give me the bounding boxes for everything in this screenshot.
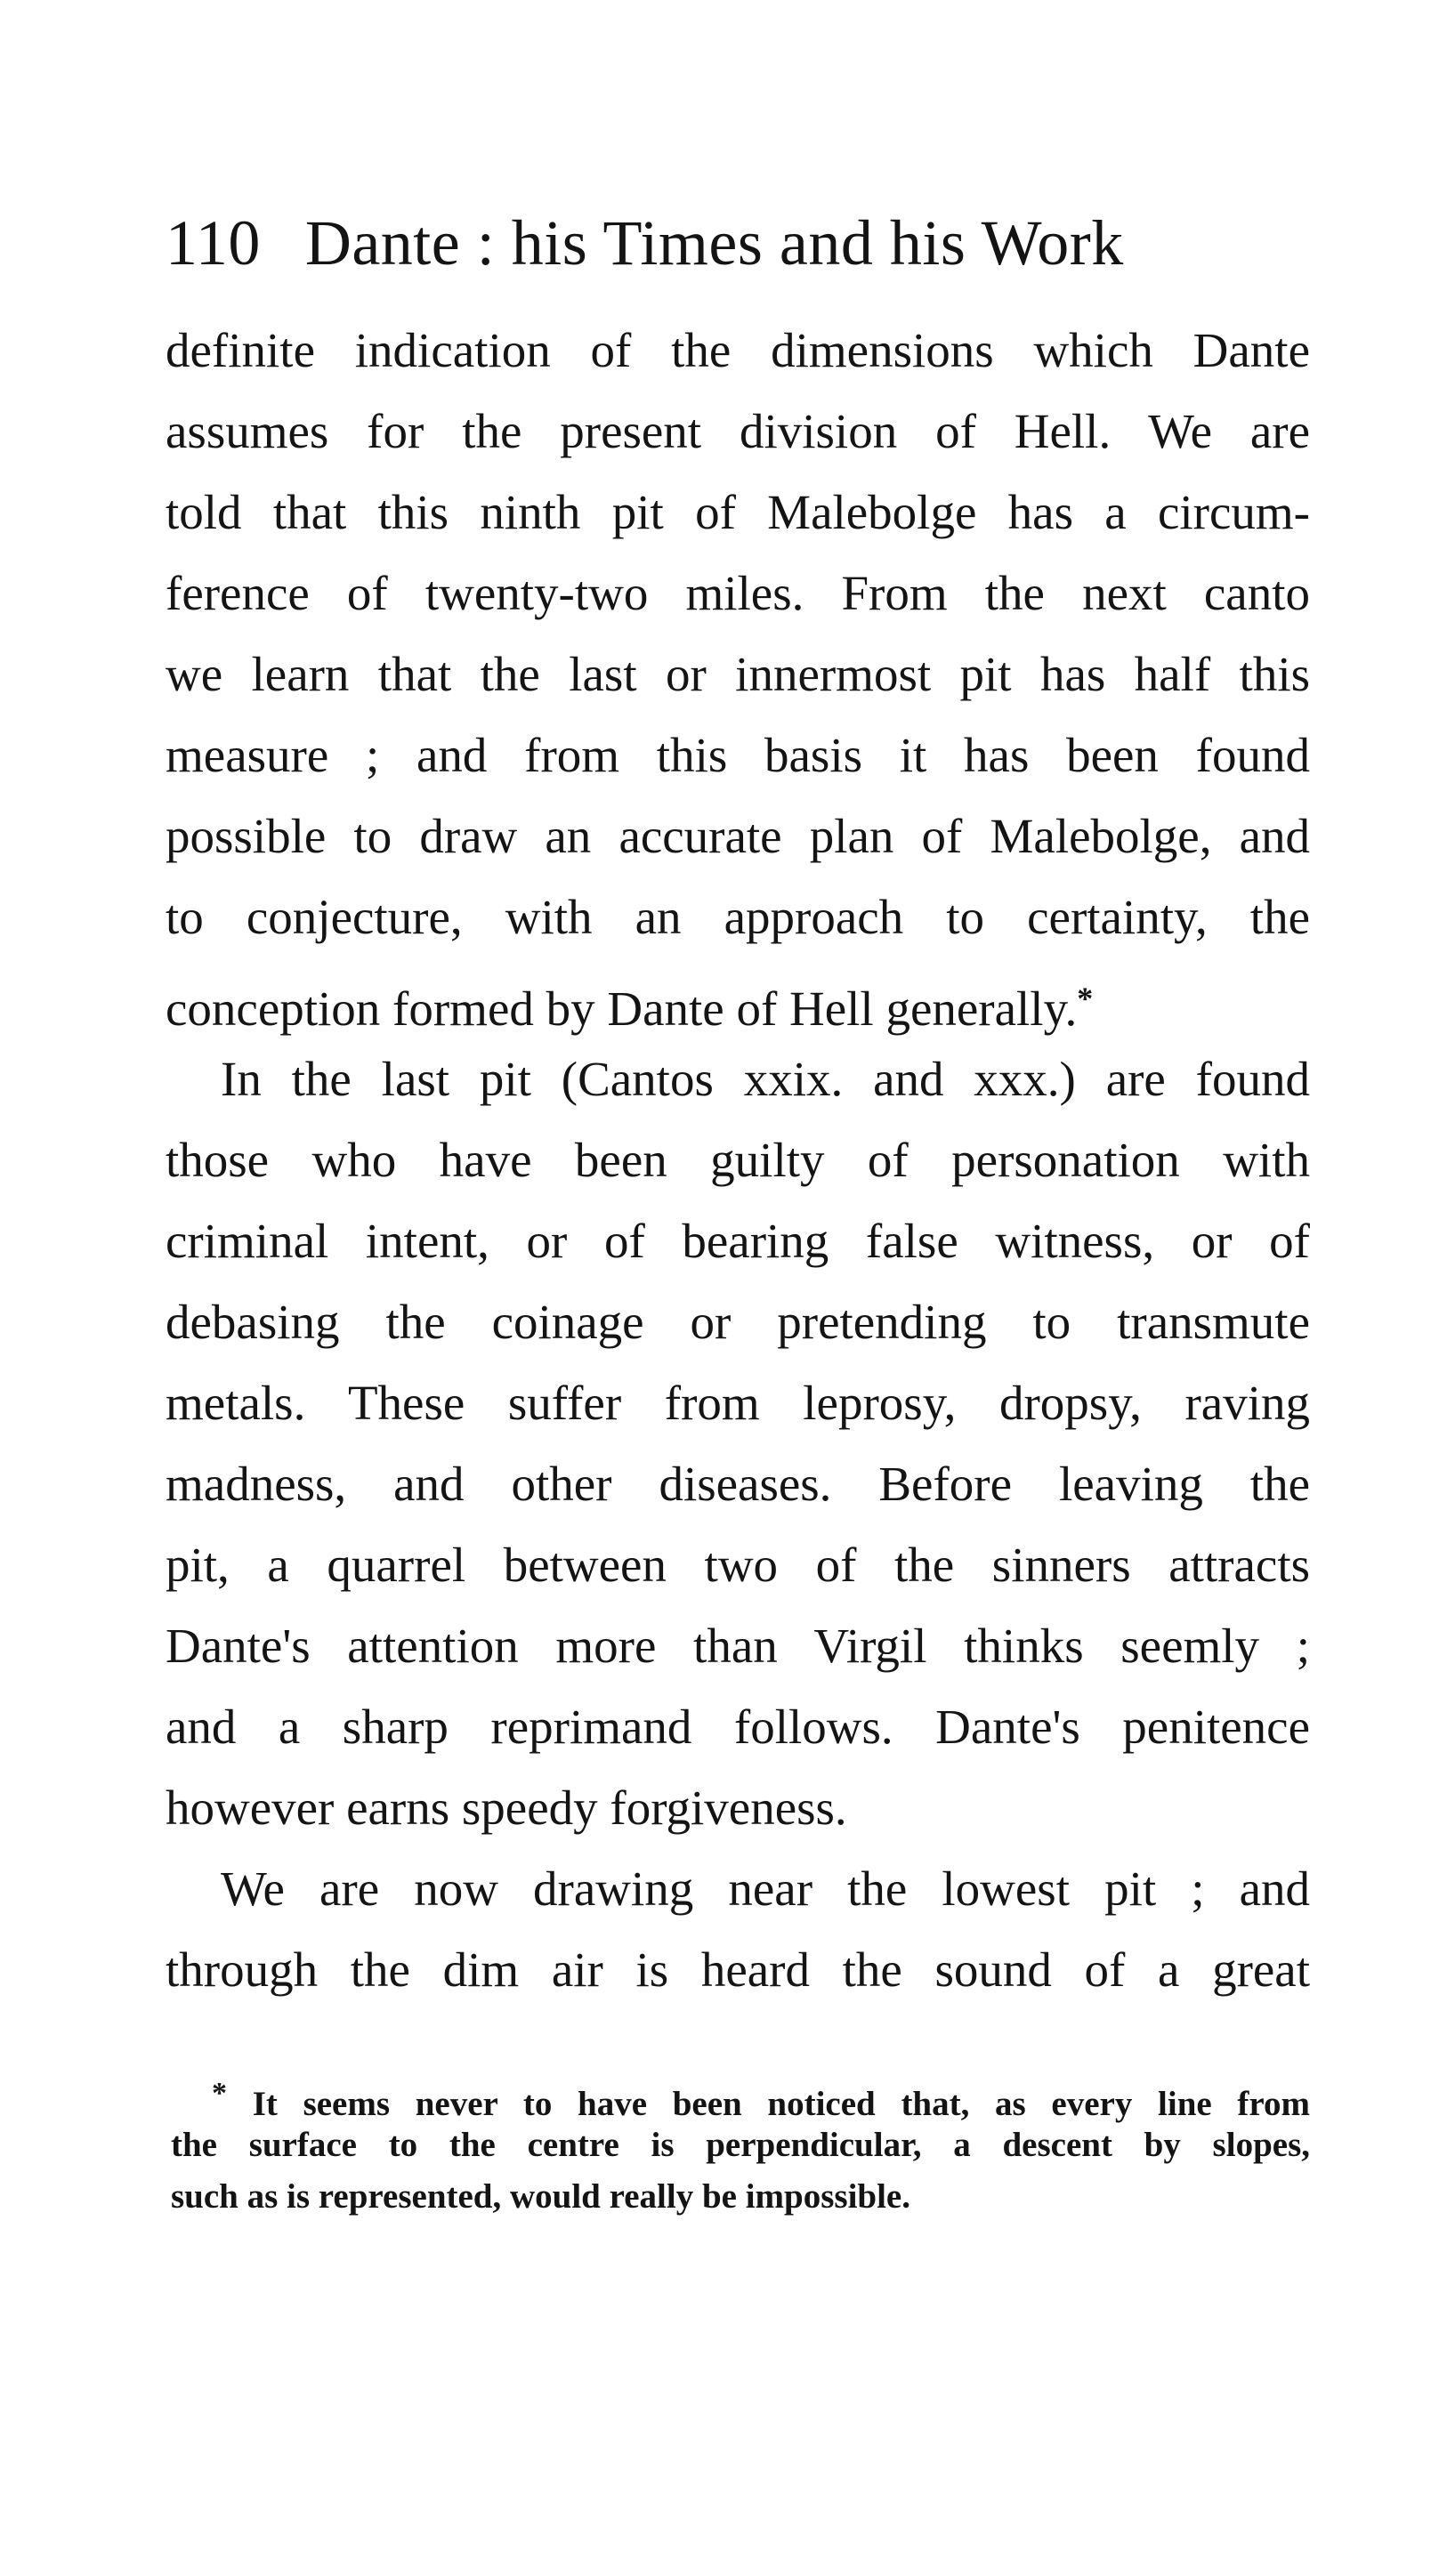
body-line: madness, and other diseases. Before leaving the xyxy=(166,1457,1310,1511)
body-line: we learn that the last or innermost pit has half this xyxy=(166,647,1310,701)
body-line: to conjecture, with an approach to certainty, the xyxy=(166,890,1310,944)
body-line: assumes for the present division of Hell. We are xyxy=(166,404,1310,458)
page-number: 110 xyxy=(166,207,261,279)
footnote-reference: * xyxy=(1077,981,1094,1016)
body-line xyxy=(166,966,1310,1036)
body-line: possible to draw an accurate plan of Malebolge, and xyxy=(166,809,1310,863)
body-line: debasing the coinage or pretending to transmute xyxy=(166,1295,1310,1349)
body-line: Dante's attention more than Virgil thinks seemly ; xyxy=(166,1619,1310,1673)
body-line: definite indication of the dimensions which Dante xyxy=(166,323,1310,377)
footnote-marker: * xyxy=(212,2077,227,2110)
running-title: Dante : his Times and his Work xyxy=(304,207,1124,279)
footnote-line-text: It seems never to have been noticed that, as every line from xyxy=(252,2085,1311,2123)
footnote-line: the surface to the centre is perpendicular, a descent by slopes, xyxy=(171,2126,1310,2164)
body-line: ference of twenty-two miles. From the next canto xyxy=(166,566,1310,620)
body-line-text: conception formed by Dante of Hell generally. xyxy=(166,981,1078,1036)
body-line: measure ; and from this basis it has been found xyxy=(166,728,1310,782)
body-line: however earns speedy forgiveness. xyxy=(166,1781,847,1835)
body-line: In the last pit (Cantos xxix. and xxx.) are found xyxy=(221,1052,1310,1106)
body-line: pit, a quarrel between two of the sinners attracts xyxy=(166,1538,1310,1592)
body-line: through the dim air is heard the sound of a great xyxy=(166,1942,1310,1997)
footnote-line: such as is represented, would really be impossible. xyxy=(171,2177,910,2216)
body-line: metals. These suffer from leprosy, dropsy, raving xyxy=(166,1376,1310,1430)
body-line: We are now drawing near the lowest pit ; and xyxy=(221,1861,1310,1916)
footnote-line xyxy=(212,2071,1311,2123)
body-line: those who have been guilty of personation with xyxy=(166,1133,1310,1187)
body-line: and a sharp reprimand follows. Dante's penitence xyxy=(166,1700,1310,1754)
body-line: criminal intent, or of bearing false witness, or of xyxy=(166,1214,1310,1268)
body-line: told that this ninth pit of Malebolge has a circum- xyxy=(166,485,1310,539)
running-header xyxy=(166,203,1322,283)
